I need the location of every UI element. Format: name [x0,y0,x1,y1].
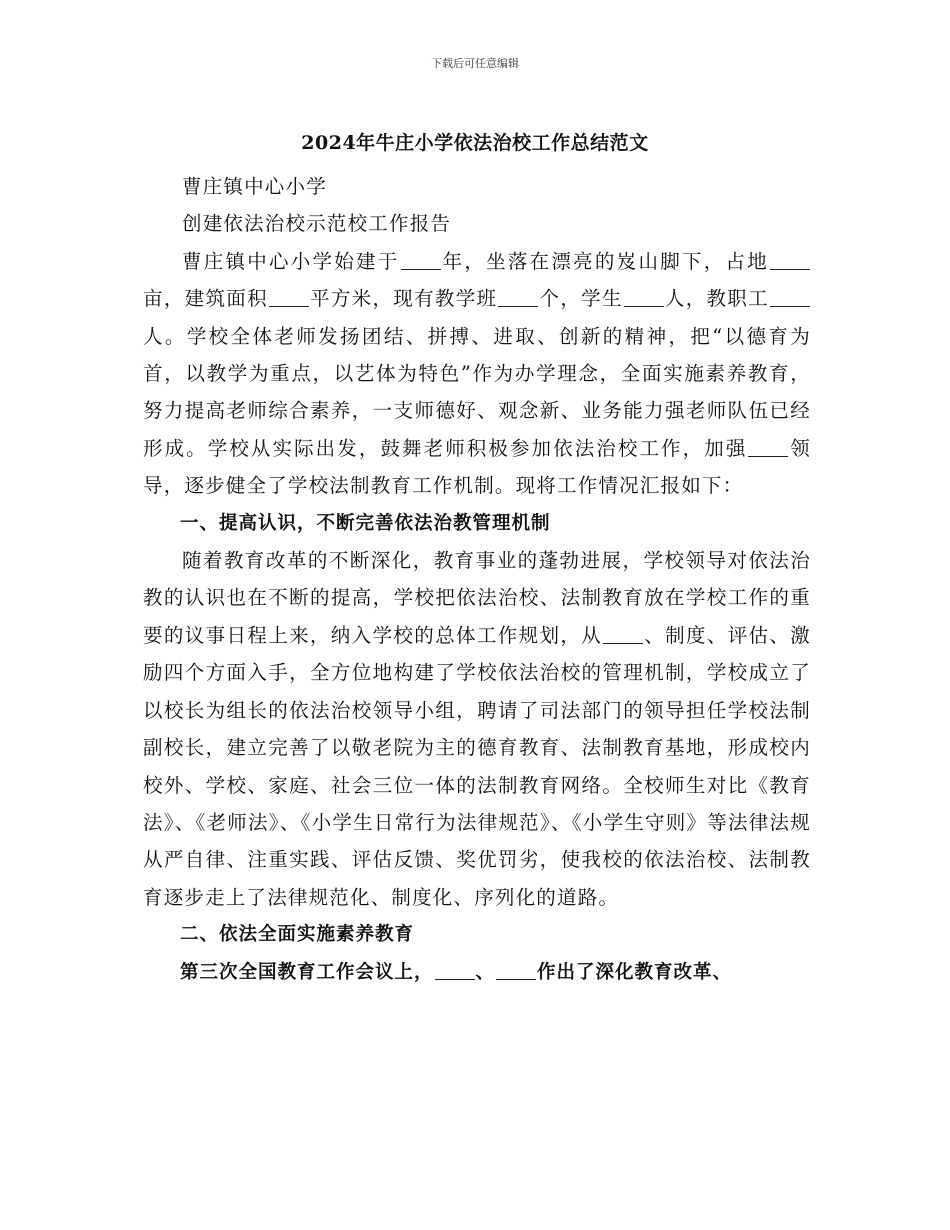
intro-paragraph: 曹庄镇中心小学始建于 年，坐落在漂亮的岌山脚下，占地亩，建筑面积 平方米，现有教学班 个，学生 人，教职工人。学校全体老师发扬团结、拼搏、进取、创新的精神，把“以德育为首，以教学为重点，以艺体为特色”作为办学理念，全面实施素养教育，努力提高老师综合素养，一支师德好、观念新、业务能力强老师队伍已经形成。学校从实际出发，鼓舞老师积极参加依法治校工作，加强 领导，逐步健全了学校法制教育工作机制。现将工作情况汇报如下： [143,249,811,498]
blank-fill-line [498,287,538,308]
blank-fill-line [401,249,441,270]
report-subtitle-line: 创建依法治校示范校工作报告 [182,212,452,236]
blank-fill-line [603,623,643,644]
blank-fill-line [770,249,810,270]
page-header-note: 下载后可任意编辑 [431,57,519,70]
blank-fill-line [624,287,664,308]
blank-fill-line [435,960,475,980]
blank-fill-line [496,960,536,980]
blank-fill-line [269,287,309,308]
blank-fill-line [770,287,810,308]
section-heading-1: 一、提高认识，不断完善依法治教管理机制 [180,512,551,534]
section-heading-2: 二、依法全面实施素养教育 [180,924,415,946]
document-title: 2024年牛庄小学依法治校工作总结范文 [301,132,649,154]
blank-fill-line [748,436,788,457]
document-body [143,168,811,991]
section-2-paragraph: 第三次全国教育工作会议上， 、 作出了深化教育改革、 [180,961,733,983]
school-name-line: 曹庄镇中心小学 [182,175,327,198]
section-1-paragraph: 随着教育改革的不断深化，教育事业的蓬勃进展，学校领导对依法治教的认识也在不断的提高，学校把依法治校、法制教育放在学校工作的重要的议事日程上来，纳入学校的总体工作规划，从 、制度、评估、激励四个方面入手，全方位地构建了学校依法治校的管理机制，学校成立了以校长为组长的依法治校领导小组，聘请了司法部门的领导担任学校法制副校长，建立完善了以敬老院为主的德育教育、法制教育基地，形成校内校外、学校、家庭、社会三位一体的法制教育网络。全校师生对比《教育法》、《老师法》、《小学生日常行为法律规范》、《小学生守则》等法律法规从严自律、注重实践、评估反馈、奖优罚劣，使我校的依法治校、法制教育逐步走上了法律规范化、制度化、序列化的道路。 [143,549,811,909]
